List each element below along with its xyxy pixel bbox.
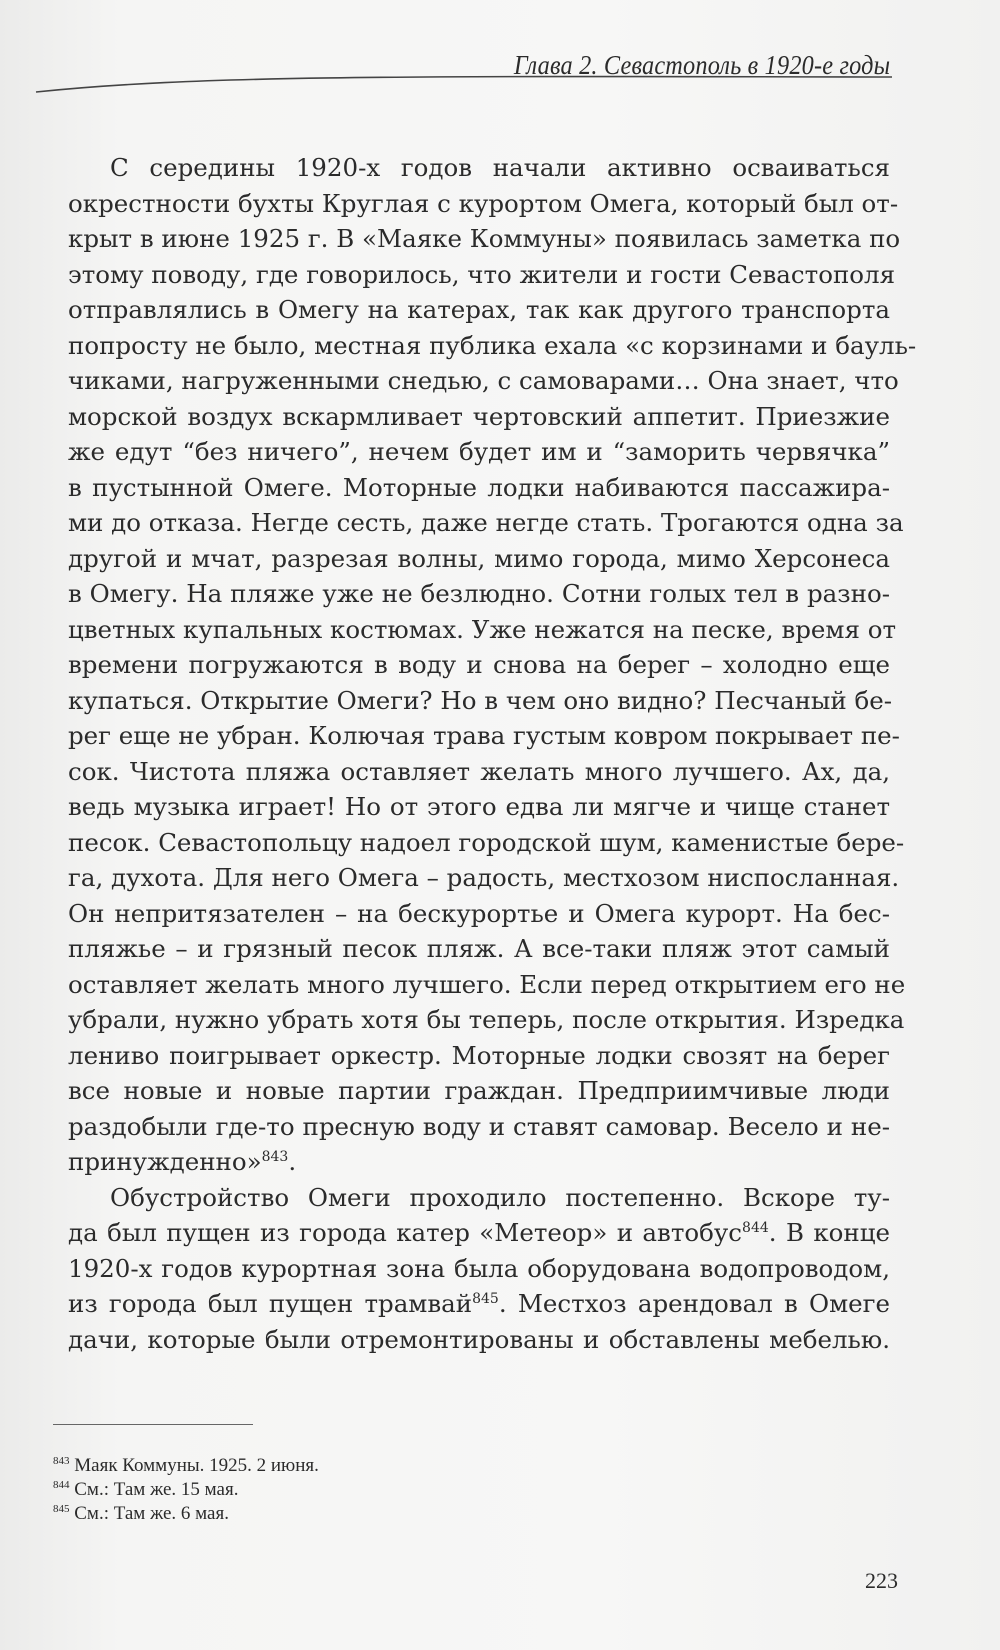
text-line bbox=[68, 967, 906, 1003]
line-text: в пустынной Омеге. Моторные лодки набиваются пассажира- bbox=[68, 472, 890, 502]
text-line bbox=[68, 1144, 890, 1180]
footnote-number: 845 bbox=[53, 1503, 70, 1515]
text-line bbox=[68, 221, 901, 257]
line-text: 1920-х годов курортная зона была оборудована водопроводом, bbox=[68, 1253, 890, 1283]
text-line bbox=[68, 896, 890, 932]
text-line bbox=[68, 1109, 890, 1145]
text-line bbox=[68, 931, 890, 967]
line-text: ми до отказа. Негде сесть, даже негде стать. Трогаются одна за bbox=[68, 508, 904, 537]
line-text: чиками, нагруженными снедью, с самоварами… Она знает, что bbox=[68, 366, 899, 395]
footnote-ref: 844 bbox=[742, 1220, 769, 1236]
line-text: морской воздух вскармливает чертовский аппетит. Приезжие bbox=[68, 401, 890, 431]
footnote-text: См.: Там же. 15 мая. bbox=[74, 1479, 239, 1500]
line-text: времени погружаются в воду и снова на берег – холодно еще bbox=[68, 650, 890, 679]
line-text: ведь музыка играет! Но от этого едва ли мягче и чище станет bbox=[68, 792, 890, 821]
text-line bbox=[68, 576, 890, 612]
line-text: попросту не было, местная публика ехала «с корзинами и бауль- bbox=[68, 330, 917, 360]
text-line bbox=[68, 1073, 890, 1109]
footnote-text: См.: Там же. 6 мая. bbox=[74, 1503, 229, 1524]
line-text: да был пущен из города катер «Метеор» и автобус bbox=[68, 1218, 743, 1247]
footnote-text: Маяк Коммуны. 1925. 2 июня. bbox=[74, 1455, 319, 1476]
line-text: убрали, нужно убрать хотя бы теперь, после открытия. Изредка bbox=[68, 1005, 905, 1034]
line-text: окрестности бухты Круглая с курортом Омега, который был от- bbox=[68, 188, 899, 218]
text-line bbox=[68, 1286, 890, 1322]
text-line bbox=[68, 1038, 890, 1074]
footnote bbox=[53, 1502, 319, 1526]
text-line bbox=[68, 1002, 905, 1038]
line-text: раздобыли где-то пресную воду и ставят самовар. Весело и не- bbox=[68, 1111, 890, 1141]
footnote-ref: 843 bbox=[261, 1149, 289, 1165]
text-line bbox=[68, 1251, 890, 1287]
line-text: пляжье – и грязный песок пляж. А все-таки пляж этот самый bbox=[68, 934, 890, 963]
footnote bbox=[53, 1454, 319, 1478]
text-line bbox=[68, 328, 917, 364]
line-text: все новые и новые партии граждан. Предприимчивые люди bbox=[68, 1076, 890, 1105]
line-text: крыт в июне 1925 г. В «Маяке Коммуны» появилась заметка по bbox=[68, 224, 901, 253]
footnote-rule bbox=[53, 1424, 253, 1425]
text-line bbox=[68, 754, 890, 790]
page-number: 223 bbox=[865, 1568, 898, 1593]
line-text: же едут “без ничего”, нечем будет им и “заморить червячка” bbox=[68, 437, 890, 466]
footnote-ref: 845 bbox=[472, 1291, 499, 1307]
text-line bbox=[68, 292, 890, 328]
text-line bbox=[68, 825, 905, 861]
line-text: цветных купальных костюмах. Уже нежатся на песке, время от bbox=[68, 614, 897, 644]
line-text: в Омегу. На пляже уже не безлюдно. Сотни голых тел в разно- bbox=[68, 579, 890, 608]
line-text: принужденно» bbox=[68, 1147, 262, 1176]
text-line bbox=[68, 257, 896, 293]
text-line bbox=[68, 434, 890, 470]
text-line bbox=[68, 186, 899, 222]
body-text bbox=[68, 150, 917, 1357]
text-line bbox=[68, 1322, 890, 1358]
text-line bbox=[68, 363, 899, 399]
line-text: . Местхоз арендовал в Омеге bbox=[498, 1289, 890, 1318]
line-text: Обустройство Омеги проходило постепенно. Вскоре ту- bbox=[110, 1182, 890, 1212]
line-text: га, духота. Для него Омега – радость, местхозом ниспосланная. bbox=[68, 863, 900, 892]
text-line bbox=[68, 647, 890, 683]
line-text: отправлялись в Омегу на катерах, так как другого транспорта bbox=[68, 295, 890, 324]
text-line bbox=[68, 683, 893, 719]
footnote-number: 844 bbox=[53, 1479, 70, 1491]
text-line bbox=[68, 541, 890, 577]
line-text: сок. Чистота пляжа оставляет желать много лучшего. Ах, да, bbox=[68, 756, 890, 786]
line-text: лениво поигрывает оркестр. Моторные лодки свозят на берег bbox=[68, 1040, 890, 1070]
text-line bbox=[68, 860, 900, 896]
text-line bbox=[68, 1180, 890, 1216]
text-line bbox=[68, 789, 890, 825]
line-text: . В конце bbox=[768, 1218, 890, 1247]
line-text: Он непритязателен – на бескурортье и Омега курорт. На бес- bbox=[68, 898, 890, 928]
text-line bbox=[68, 150, 890, 186]
running-header: Глава 2. Севастополь в 1920-е годы bbox=[513, 50, 890, 80]
footnote bbox=[53, 1478, 319, 1502]
text-line bbox=[68, 612, 897, 648]
line-text: песок. Севастопольцу надоел городской шум, каменистые бере- bbox=[68, 827, 905, 857]
line-text: оставляет желать много лучшего. Если перед открытием его не bbox=[68, 969, 906, 999]
line-text: рег еще не убран. Колючая трава густым ковром покрывает пе- bbox=[68, 721, 900, 750]
line-text: дачи, которые были отремонтированы и обставлены мебелью. bbox=[68, 1324, 890, 1354]
footnotes bbox=[53, 1454, 319, 1526]
text-line bbox=[68, 1215, 890, 1251]
text-line bbox=[68, 505, 904, 541]
line-text: этому поводу, где говорилось, что жители и гости Севастополя bbox=[68, 259, 896, 289]
line-text: С середины 1920-х годов начали активно осваиваться bbox=[110, 153, 890, 182]
line-text: из города был пущен трамвай bbox=[68, 1289, 473, 1318]
text-line bbox=[68, 470, 890, 506]
line-text: другой и мчат, разрезая волны, мимо города, мимо Херсонеса bbox=[68, 543, 890, 573]
line-text: . bbox=[288, 1147, 297, 1176]
line-text: купаться. Открытие Омеги? Но в чем оно видно? Песчаный бе- bbox=[68, 685, 893, 715]
text-line bbox=[68, 399, 890, 435]
footnote-number: 843 bbox=[53, 1455, 70, 1467]
text-line bbox=[68, 718, 900, 754]
